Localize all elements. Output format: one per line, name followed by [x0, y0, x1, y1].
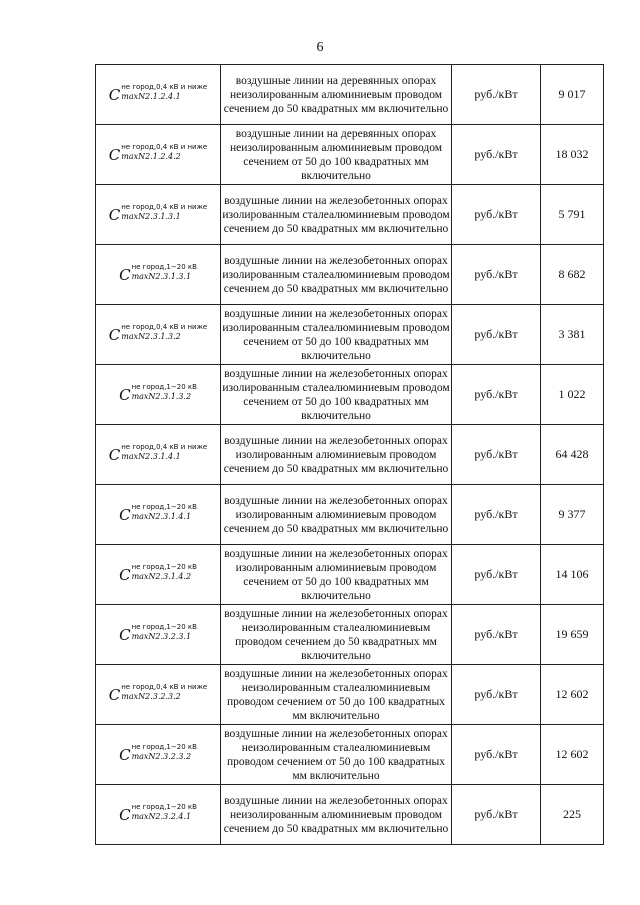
rate-symbol-letter: C — [119, 625, 131, 644]
page-number: 6 — [316, 40, 324, 55]
rate-symbol-letter: C — [119, 385, 131, 404]
line-description: воздушные линии на железобетонных опорах неизолированным алюминиевым проводом сечением до 50 квадратных мм включительно — [221, 785, 452, 845]
unit-cell: руб./кВт — [452, 725, 541, 785]
rate-value: 8 682 — [541, 245, 604, 305]
rate-symbol-subscript: maxN2.3.2.4.1 — [131, 811, 192, 821]
rate-symbol-letter: C — [119, 745, 131, 764]
line-description: воздушные линии на железобетонных опорах неизолированным сталеалюминиевым проводом сечением от 50 до 100 квадратных мм включительно — [221, 725, 452, 785]
rate-symbol-letter: C — [108, 445, 121, 464]
line-description: воздушные линии на железобетонных опорах изолированным алюминиевым проводом сечением до 50 квадратных мм включительно — [221, 425, 452, 485]
rate-symbol-letter: C — [119, 805, 131, 824]
rate-symbol — [119, 802, 197, 828]
rate-symbol-superscript: не город,0,4 кВ и ниже — [121, 442, 208, 451]
table-row — [96, 125, 604, 185]
unit-cell: руб./кВт — [452, 65, 541, 125]
unit-cell: руб./кВт — [452, 305, 541, 365]
rate-symbol-superscript: не город,0,4 кВ и ниже — [121, 202, 208, 211]
table-row — [96, 725, 604, 785]
rate-symbol — [109, 682, 207, 708]
rate-symbol — [119, 262, 197, 288]
rate-symbol-cell — [96, 65, 221, 125]
line-description: воздушные линии на железобетонных опорах изолированным сталеалюминиевым проводом сечением от 50 до 100 квадратных мм включительно — [221, 305, 452, 365]
table-row — [96, 425, 604, 485]
rate-value: 12 602 — [541, 665, 604, 725]
rate-symbol-superscript: не город,1−20 кВ — [131, 562, 197, 571]
rate-symbol — [109, 442, 207, 468]
table-row — [96, 665, 604, 725]
rate-symbol-cell — [96, 305, 221, 365]
rate-symbol — [109, 82, 207, 108]
rate-symbol-subscript: maxN2.3.1.3.1 — [131, 271, 192, 281]
rate-value: 64 428 — [541, 425, 604, 485]
rate-value: 3 381 — [541, 305, 604, 365]
rate-symbol-superscript: не город,1−20 кВ — [131, 502, 197, 511]
table-row — [96, 305, 604, 365]
rate-symbol-subscript: maxN2.3.1.4.2 — [131, 571, 192, 581]
table-row — [96, 605, 604, 665]
rate-symbol-superscript: не город,1−20 кВ — [131, 382, 197, 391]
rate-symbol — [109, 322, 207, 348]
line-description: воздушные линии на железобетонных опорах неизолированным сталеалюминиевым проводом сечением от 50 до 100 квадратных мм включительно — [221, 665, 452, 725]
unit-cell: руб./кВт — [452, 605, 541, 665]
line-description: воздушные линии на деревянных опорах неизолированным алюминиевым проводом сечением от 50 до 100 квадратных мм включительно — [221, 125, 452, 185]
unit-cell: руб./кВт — [452, 245, 541, 305]
rate-symbol-letter: C — [108, 145, 121, 164]
line-description: воздушные линии на железобетонных опорах изолированным сталеалюминиевым проводом сечением до 50 квадратных мм включительно — [221, 245, 452, 305]
rate-symbol-cell — [96, 485, 221, 545]
rate-value: 19 659 — [541, 605, 604, 665]
table-row — [96, 365, 604, 425]
rate-value: 9 017 — [541, 65, 604, 125]
rate-symbol-subscript: maxN2.3.1.3.2 — [131, 391, 192, 401]
rate-symbol-letter: C — [108, 325, 121, 344]
unit-cell: руб./кВт — [452, 425, 541, 485]
rate-symbol-subscript: maxN2.3.2.3.2 — [131, 751, 192, 761]
unit-cell: руб./кВт — [452, 185, 541, 245]
rate-symbol-subscript: maxN2.1.2.4.2 — [121, 151, 181, 161]
rate-symbol-superscript: не город,1−20 кВ — [131, 802, 197, 811]
rate-symbol — [119, 382, 197, 408]
rate-symbol-cell — [96, 425, 221, 485]
line-description: воздушные линии на железобетонных опорах неизолированным сталеалюминиевым проводом сечением до 50 квадратных мм включительно — [221, 605, 452, 665]
table-row — [96, 545, 604, 605]
unit-cell: руб./кВт — [452, 665, 541, 725]
unit-cell: руб./кВт — [452, 485, 541, 545]
rate-symbol — [119, 742, 197, 768]
line-description: воздушные линии на железобетонных опорах изолированным сталеалюминиевым проводом сечением от 50 до 100 квадратных мм включительно — [221, 365, 452, 425]
rate-symbol-subscript: maxN2.3.1.4.1 — [121, 451, 181, 461]
rate-symbol — [119, 562, 197, 588]
line-description: воздушные линии на деревянных опорах неизолированным алюминиевым проводом сечением до 50 квадратных мм включительно — [221, 65, 452, 125]
line-description: воздушные линии на железобетонных опорах изолированным алюминиевым проводом сечением до 50 квадратных мм включительно — [221, 485, 452, 545]
rate-symbol-cell — [96, 125, 221, 185]
table-row — [96, 485, 604, 545]
rate-symbol-letter: C — [119, 265, 131, 284]
table-row — [96, 245, 604, 305]
rate-symbol — [119, 502, 197, 528]
tariff-table-body — [96, 65, 604, 845]
table-row — [96, 185, 604, 245]
rate-symbol-cell — [96, 725, 221, 785]
rate-symbol-superscript: не город,1−20 кВ — [131, 622, 197, 631]
rate-symbol-letter: C — [119, 505, 131, 524]
rate-symbol-cell — [96, 185, 221, 245]
rate-symbol-subscript: maxN2.1.2.4.1 — [121, 91, 181, 101]
rate-symbol-superscript: не город,0,4 кВ и ниже — [121, 322, 208, 331]
rate-symbol-superscript: не город,0,4 кВ и ниже — [121, 682, 208, 691]
rate-value: 9 377 — [541, 485, 604, 545]
table-row — [96, 785, 604, 845]
rate-value: 14 106 — [541, 545, 604, 605]
rate-symbol — [119, 622, 197, 648]
rate-symbol-cell — [96, 365, 221, 425]
rate-symbol-letter: C — [119, 565, 131, 584]
unit-cell: руб./кВт — [452, 365, 541, 425]
table-row — [96, 65, 604, 125]
rate-symbol-cell — [96, 545, 221, 605]
rate-symbol-subscript: maxN2.3.2.3.1 — [131, 631, 192, 641]
rate-symbol-subscript: maxN2.3.1.3.2 — [121, 331, 181, 341]
rate-symbol-superscript: не город,0,4 кВ и ниже — [121, 82, 208, 91]
unit-cell: руб./кВт — [452, 545, 541, 605]
rate-value: 225 — [541, 785, 604, 845]
rate-symbol-cell — [96, 605, 221, 665]
rate-symbol-letter: C — [108, 205, 121, 224]
unit-cell: руб./кВт — [452, 125, 541, 185]
tariff-table — [95, 64, 604, 845]
rate-symbol-cell — [96, 785, 221, 845]
unit-cell: руб./кВт — [452, 785, 541, 845]
rate-symbol-subscript: maxN2.3.1.3.1 — [121, 211, 181, 221]
rate-symbol-subscript: maxN2.3.2.3.2 — [121, 691, 181, 701]
rate-value: 18 032 — [541, 125, 604, 185]
rate-symbol-superscript: не город,1−20 кВ — [131, 262, 197, 271]
rate-symbol-cell — [96, 665, 221, 725]
rate-symbol-subscript: maxN2.3.1.4.1 — [131, 511, 192, 521]
rate-symbol-superscript: не город,1−20 кВ — [131, 742, 197, 751]
rate-symbol-letter: C — [108, 685, 121, 704]
rate-symbol — [109, 202, 207, 228]
rate-value: 1 022 — [541, 365, 604, 425]
rate-symbol-cell — [96, 245, 221, 305]
rate-symbol — [109, 142, 207, 168]
rate-value: 5 791 — [541, 185, 604, 245]
line-description: воздушные линии на железобетонных опорах изолированным сталеалюминиевым проводом сечением до 50 квадратных мм включительно — [221, 185, 452, 245]
rate-symbol-letter: C — [108, 85, 121, 104]
rate-value: 12 602 — [541, 725, 604, 785]
rate-symbol-superscript: не город,0,4 кВ и ниже — [121, 142, 208, 151]
line-description: воздушные линии на железобетонных опорах изолированным алюминиевым проводом сечением от 50 до 100 квадратных мм включительно — [221, 545, 452, 605]
